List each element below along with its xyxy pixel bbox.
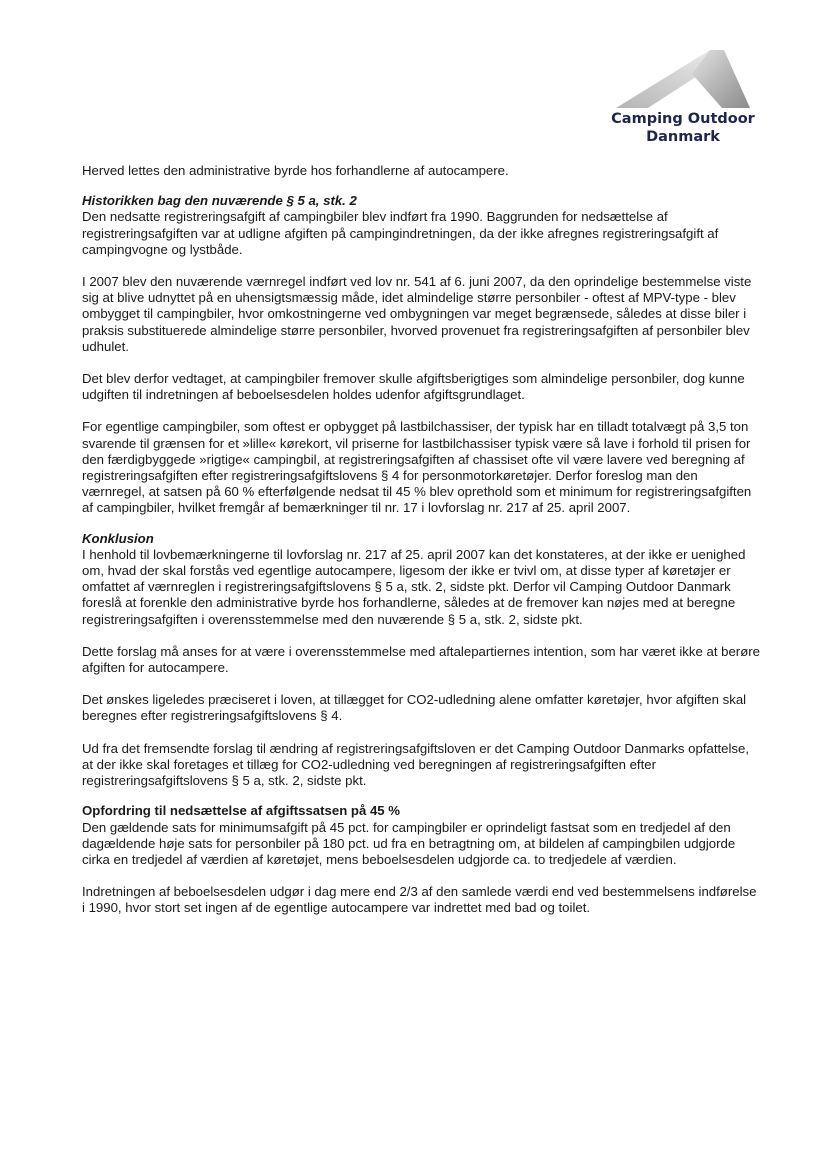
conclusion-heading: Konklusion	[82, 530, 154, 546]
call-paragraph-2: Indretningen af beboelsesdelen udgør i dag mere end 2/3 af den samlede værdi end ved bestemmelsens indførelse i 1990, hvor stort set ingen af de egentlige autocampere var indrettet med bad og toilet.	[82, 884, 757, 916]
call-heading: Opfordring til nedsættelse af afgiftssatsen på 45 %	[82, 803, 401, 819]
document-body	[82, 163, 762, 917]
history-paragraph-2: I 2007 blev den nuværende værnregel indført ved lov nr. 541 af 6. juni 2007, da den oprindelige bestemmelse viste sig at blive udnyttet på en uhensigtsmæssig måde, idet almindelige større personbiler - oftest af MPV-type - blev ombygget til campingbiler, hvor omkostningerne ved ombygningen var meget begrænsede, således at disse biler i praksis substituerede almindelige større personbiler, hvorved provenuet fra registreringsafgiften af personbiler blev udhulet.	[82, 274, 752, 354]
conclusion-paragraph-4: Ud fra det fremsendte forslag til ændring af registreringsafgiftsloven er det Camping Outdoor Danmarks opfattelse, at der ikke skal foretages et tillæg for CO2-udledning ved beregningen af registreringsafgiften efter registreringsafgiftslovens § 5 a, stk. 2, sidste pkt.	[82, 740, 750, 789]
call-paragraph-1: Den gældende sats for minimumsafgift på 45 pct. for campingbiler er oprindeligt fastsat som en tredjedel af den dagældende høje sats for personbiler på 180 pct. ud fra en betragtning om, at bildelen af campingbilen udgjorde cirka en tredjedel af værdien af køretøjet, mens beboelsesdelen udgjorde ca. to tredjedele af værdien.	[82, 819, 736, 867]
intro-paragraph: Herved lettes den administrative byrde hos forhandlerne af autocampere.	[82, 163, 509, 178]
conclusion-paragraph-2: Dette forslag må anses for at være i overensstemmelse med aftalepartiernes intention, som har været ikke at berøre afgiften for autocampere.	[82, 643, 760, 676]
conclusion-paragraph-1: I henhold til lovbemærkningerne til lovforslag nr. 217 af 25. april 2007 kan det konstateres, at der ikke er uenighed om, hvad der skal forstås ved egentlige autocampere, ligesom der ikke er tvivl om, at disse typer af køretøjer er omfattet af værnreglen i registreringsafgiftslovens § 5 a, stk. 2, sidste pkt. Derfor vil Camping Outdoor Danmark foreslå at forenkle den administrative byrde hos forhandlerne, således at de fremover kan nøjes med at beregne registreringsafgiften i overensstemmelse med den nuværende § 5 a, stk. 2, sidste pkt.	[82, 546, 746, 627]
history-heading: Historikken bag den nuværende § 5 a, stk. 2	[82, 193, 357, 209]
logo-text-line1: Camping Outdoor	[611, 111, 755, 127]
logo-text-line2: Danmark	[646, 129, 720, 145]
company-logo	[608, 46, 758, 150]
conclusion-paragraph-3: Det ønskes ligeledes præciseret i loven, at tillægget for CO2-udledning alene omfatter køretøjer, hvor afgiften skal beregnes efter registreringsafgiftslovens § 4.	[82, 692, 747, 724]
tent-peak-icon	[614, 46, 752, 110]
history-paragraph-4: For egentlige campingbiler, som oftest er opbygget på lastbilchassiser, der typisk har en tilladt totalvægt på 3,5 ton svarende til grænsen for et »lille« kørekort, vil priserne for lastbilchassiser typisk være så lave i forhold til prisen for den færdigbyggede »rigtige« campingbil, at registreringsafgiften af chassiset ofte vil være lavere ved beregning af registreringsafgiften efter registreringsafgiftslovens § 4 for personmotorkøretøjer. Derfor foreslog man den værnregel, at satsen på 60 % efterfølgende nedsat til 45 % blev oprethold som et minimum for registreringsafgiften af campingbiler, hvilket fremgår af bemærkninger til nr. 17 i lovforslag nr. 217 af 25. april 2007.	[82, 419, 752, 516]
history-paragraph-1: Den nedsatte registreringsafgift af campingbiler blev indført fra 1990. Baggrunden for nedsættelse af registreringsafgiften var at udligne afgiften på campingindretningen, da der ikke afregnes registreringsafgift af campingvogne og lystbåde.	[82, 209, 719, 257]
history-paragraph-3: Det blev derfor vedtaget, at campingbiler fremover skulle afgiftsberigtiges som almindelige personbiler, dog kunne udgiften til indretningen af beboelsesdelen holdes udenfor afgiftsgrundlaget.	[82, 371, 745, 403]
